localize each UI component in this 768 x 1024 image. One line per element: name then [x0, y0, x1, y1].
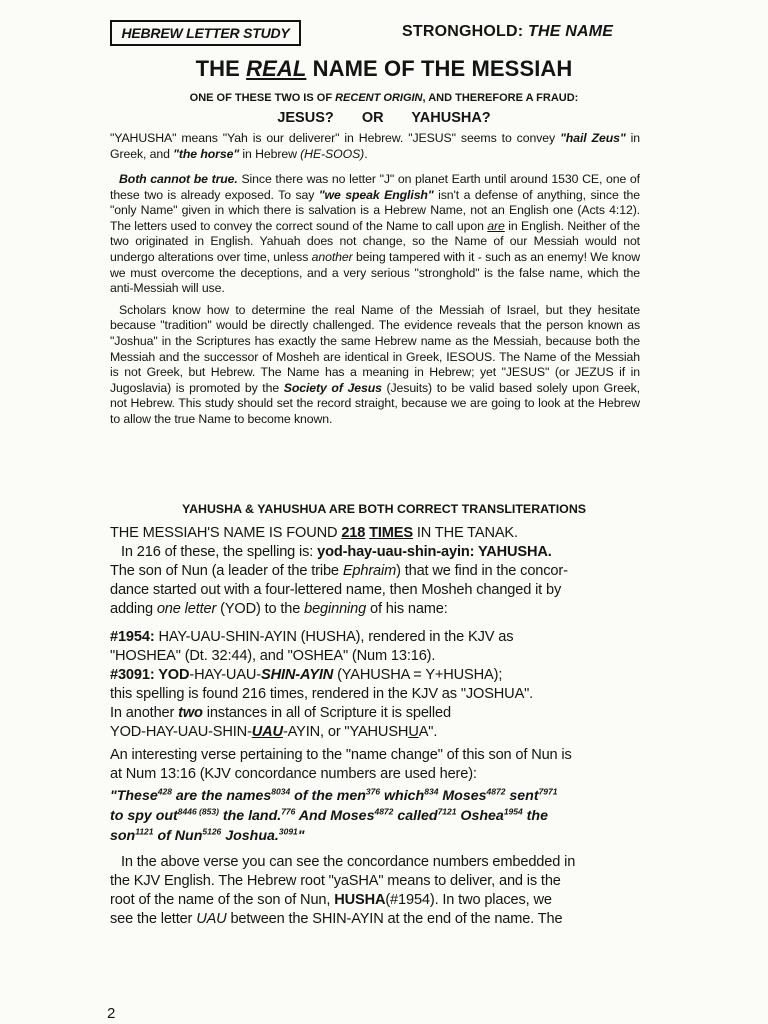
page-number: 2	[107, 1005, 116, 1022]
entry-3091: #3091: YOD-HAY-UAU-SHIN-AYIN (YAHUSHA = Y+HUSHA);	[110, 666, 503, 683]
question-line: JESUS? OR YAHUSHA?	[277, 110, 491, 126]
section-heading: YAHUSHA & YAHUSHUA ARE BOTH CORRECT TRANSLITERATIONS	[181, 502, 587, 516]
page-subtitle: ONE OF THESE TWO IS OF RECENT ORIGIN, AND THEREFORE A FRAUD:	[189, 92, 579, 104]
entry-1954: #1954: HAY-UAU-SHIN-AYIN (HUSHA), rendered in the KJV as	[110, 629, 514, 645]
verse-line-2: to spy out$^{8446 (853)}$ the land.$^{776}$ And Moses$^{4872}$ called$^{7121}$ Oshea$^{1954}$ the	[110, 806, 548, 824]
para5-block	[110, 746, 640, 784]
paragraph-both-cannot-be-true: Both cannot be true. Since there was no letter "J" on planet Earth until around 1530 CE, one of these two is already exposed. To say "we speak English" isn't a defense of anything, since the "only Name" given in which there is salvation is a Hebrew Name, not an English one (Acts 4:12). The letters used to convey the correct sound of the Name to call upon are in English. Neither of the two originated in English. Yahuah does not change, so the Name of our Messiah would not undergo alterations over time, unless another being tampered with it - such as an enemy! We know we must overcome the deceptions, and a very serious "stronghold" is the false name, which the anti-Messiah will use.	[110, 172, 640, 296]
para6-block	[110, 853, 640, 929]
para6-line-4: see the letter UAU between the SHIN-AYIN at the end of the name. The	[110, 910, 563, 927]
entry-3091-cont: this spelling is found 216 times, rendered in the KJV as "JOSHUA".	[110, 685, 534, 702]
para6-line-3: root of the name of the son of Nun, HUSHA(#1954). In two places, we	[110, 891, 552, 908]
paragraph-scholars: Scholars know how to determine the real Name of the Messiah of Israel, but they hesitate because "tradition" would be directly challenged. The evidence reveals that the person known as "Joshua" in the Scriptures has exactly the same Hebrew name as the Messiah, because both the Messiah and the successor of Mosheh are identical in Greek, IESOUS. The Name of the Messiah is not Greek, but Hebrew. The Name has a meaning in Hebrew; yet "JESUS" (or JEZUS if in Jugoslavia) is promoted by the Society of Jesus (Jesuits) to be valid based solely upon Greek, not Hebrew. This study should set the record straight, because we are going to look at the Hebrew to allow the true Name to become known.	[110, 302, 640, 426]
para4-line-3: dance started out with a four-lettered name, then Mosheh changed it by	[110, 581, 562, 598]
verse-line-3: son$^{1121}$ of Nun$^{5126}$ Joshua.$^{3091}$"	[110, 826, 305, 844]
intro-paragraph: "YAHUSHA" means "Yah is our deliverer" in Hebrew. "JESUS" seems to convey "hail Zeus" in Greek, and "the horse" in Hebrew (HE-SOOS).	[110, 131, 641, 161]
entries-block	[110, 628, 640, 741]
entry-other-instances: In another two instances in all of Scripture it is spelled	[110, 704, 451, 721]
verse-num-13-16	[110, 786, 640, 846]
para6-line-1: In the above verse you can see the concordance numbers embedded in	[121, 854, 576, 870]
para4-line-1: In 216 of these, the spelling is: yod-hay-uau-shin-ayin: YAHUSHA.	[121, 543, 552, 560]
verse-line-1: "These$^{428}$ are the names$^{8034}$ of the men$^{376}$ which$^{834}$ Moses$^{4872}$ sent$^{7971}$	[110, 786, 558, 804]
found-line: THE MESSIAH'S NAME IS FOUND 218 TIMES IN THE TANAK.	[110, 525, 518, 541]
header-study-label: HEBREW LETTER STUDY	[110, 20, 301, 46]
entry-other-spelling: YOD-HAY-UAU-SHIN-UAU-AYIN, or "YAHUSHUA".	[110, 723, 438, 740]
body-block	[110, 172, 640, 431]
para4-line-4: adding one letter (YOD) to the beginning of his name:	[110, 600, 448, 617]
para4-line-2: The son of Nun (a leader of the tribe Ephraim) that we find in the concor-	[110, 562, 568, 579]
intro-block	[110, 131, 640, 165]
page-title: THE REAL NAME OF THE MESSIAH	[195, 56, 573, 81]
para6-line-2: the KJV English. The Hebrew root "yaSHA" means to deliver, and is the	[110, 872, 561, 889]
header-stronghold: STRONGHOLD: THE NAME	[402, 23, 614, 40]
para5-line-2: at Num 13:16 (KJV concordance numbers are used here):	[110, 765, 477, 782]
para5-line-1: An interesting verse pertaining to the "name change" of this son of Nun is	[110, 747, 572, 763]
entry-1954-cont: "HOSHEA" (Dt. 32:44), and "OSHEA" (Num 13:16).	[110, 647, 436, 664]
tanak-block	[110, 524, 640, 619]
